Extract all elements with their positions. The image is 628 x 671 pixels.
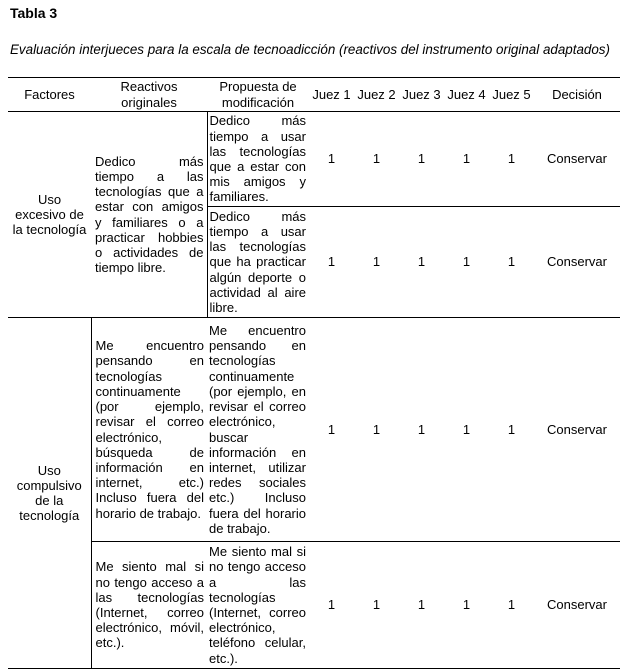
judge5-score: 1 — [489, 112, 534, 207]
decision-cell: Conservar — [534, 542, 620, 669]
proposal-cell: Dedico más tiempo a usar las tecnologías que a estar con mis amigos y familiares. — [207, 112, 309, 207]
judge4-score: 1 — [444, 207, 489, 318]
header-juez2: Juez 2 — [354, 78, 399, 112]
table-row — [8, 542, 620, 669]
judge1-score: 1 — [309, 207, 354, 318]
judge1-score: 1 — [309, 542, 354, 669]
header-juez1: Juez 1 — [309, 78, 354, 112]
judge3-score: 1 — [399, 207, 444, 318]
judge3-score: 1 — [399, 542, 444, 669]
judge4-score: 1 — [444, 318, 489, 542]
evaluation-table — [8, 77, 620, 669]
header-decision: Decisión — [534, 78, 620, 112]
judge1-score: 1 — [309, 112, 354, 207]
judge1-score: 1 — [309, 318, 354, 542]
judge2-score: 1 — [354, 112, 399, 207]
proposal-cell: Me encuentro pensando en tecnologías continuamente (por ejemplo, en revisar el correo electrónico, buscar información en internet, utilizar redes sociales etc.) Incluso fuera del horario de trabajo. — [207, 318, 309, 542]
header-row — [8, 78, 620, 112]
header-propuesta: Propuesta de modificación — [207, 78, 309, 112]
judge3-score: 1 — [399, 112, 444, 207]
judge2-score: 1 — [354, 542, 399, 669]
decision-cell: Conservar — [534, 112, 620, 207]
judge4-score: 1 — [444, 542, 489, 669]
judge4-score: 1 — [444, 112, 489, 207]
header-juez3: Juez 3 — [399, 78, 444, 112]
decision-cell: Conservar — [534, 207, 620, 318]
factor-cell: Uso excesivo de la tecnología — [8, 112, 91, 318]
table-caption: Evaluación interjueces para la escala de tecnoadicción (reactivos del instrumento original adaptados) — [10, 42, 610, 57]
header-reactivos: Reactivos originales — [91, 78, 207, 112]
header-juez4: Juez 4 — [444, 78, 489, 112]
proposal-cell: Dedico más tiempo a usar las tecnologías que ha practicar algún deporte o actividad al aire libre. — [207, 207, 309, 318]
proposal-cell: Me siento mal si no tengo acceso a las tecnologías (Internet, correo electrónico, teléfono celular, etc.). — [207, 542, 309, 669]
judge5-score: 1 — [489, 207, 534, 318]
judge3-score: 1 — [399, 318, 444, 542]
factor-cell: Uso compulsivo de la tecnología — [8, 318, 91, 669]
judge5-score: 1 — [489, 542, 534, 669]
table-row — [8, 112, 620, 207]
original-item-cell: Dedico más tiempo a las tecnologías que a estar con amigos y familiares o a practicar hobbies o actividades de tiempo libre. — [91, 112, 207, 318]
judge2-score: 1 — [354, 318, 399, 542]
original-item-cell: Me encuentro pensando en tecnologías continuamente (por ejemplo, revisar el correo electrónico, búsqueda de información en internet, etc.) Incluso fuera del horario de trabajo. — [91, 318, 207, 542]
decision-cell: Conservar — [534, 318, 620, 542]
table-title: Tabla 3 — [10, 5, 58, 21]
judge2-score: 1 — [354, 207, 399, 318]
table-row — [8, 318, 620, 542]
header-juez5: Juez 5 — [489, 78, 534, 112]
header-factores: Factores — [8, 78, 91, 112]
judge5-score: 1 — [489, 318, 534, 542]
original-item-cell: Me siento mal si no tengo acceso a las tecnologías (Internet, correo electrónico, móvil, etc.). — [91, 542, 207, 669]
